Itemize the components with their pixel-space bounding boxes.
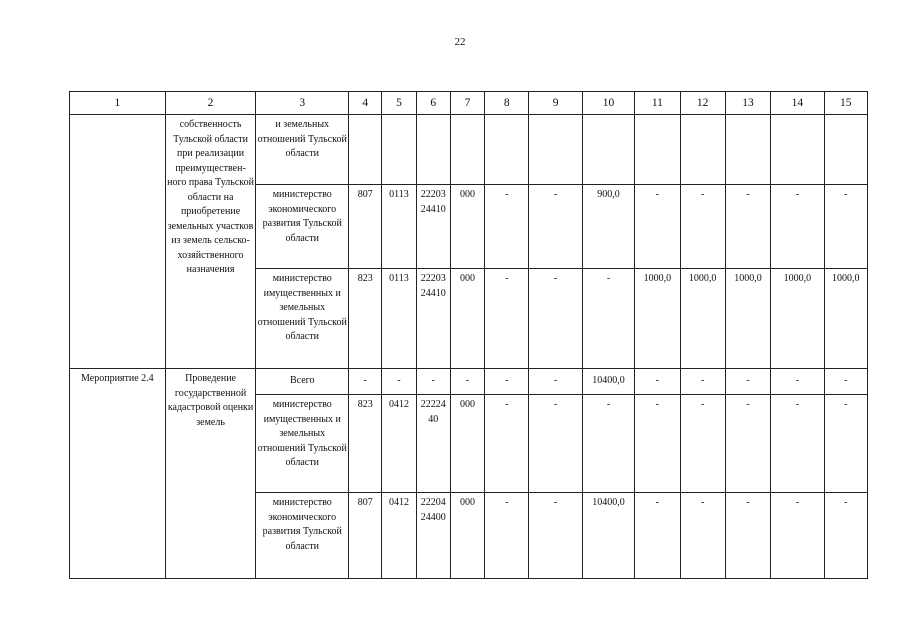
value-cell: - (529, 185, 582, 269)
kbk-cell: 0113 (382, 269, 416, 369)
header-row (70, 92, 868, 115)
executor-cell: министерство имущественных и земельных отношений Тульской области (256, 269, 349, 369)
measure-name-cell: собственность Тульской области при реализации преимуществен-ного права Тульской области на приобретение земельных участков из земель сельско-хозяйственного назначения (165, 115, 256, 369)
kbk-cell: 000 (450, 185, 484, 269)
measure-name-cell: Проведение государственной кадастровой оценки земель (165, 369, 256, 579)
value-cell: - (529, 493, 582, 579)
kbk-cell: 0113 (382, 185, 416, 269)
value-cell: - (485, 269, 529, 369)
value-cell: - (725, 185, 770, 269)
value-cell: - (529, 395, 582, 493)
header-cell: 9 (529, 92, 582, 115)
value-cell: - (485, 493, 529, 579)
value-cell: - (680, 185, 725, 269)
value-cell: - (485, 395, 529, 493)
kbk-cell: - (450, 369, 484, 395)
value-cell: 1000,0 (824, 269, 867, 369)
value-cell: - (635, 395, 680, 493)
measure-label-cell (70, 115, 166, 369)
kbk-cell: 823 (349, 269, 382, 369)
value-cell: - (824, 185, 867, 269)
kbk-cell: 22204 24400 (416, 493, 450, 579)
value-cell: - (824, 493, 867, 579)
kbk-cell: 807 (349, 493, 382, 579)
value-cell: 1000,0 (771, 269, 824, 369)
header-cell: 10 (582, 92, 634, 115)
kbk-cell: 0412 (382, 395, 416, 493)
value-cell: - (635, 185, 680, 269)
value-cell: 1000,0 (635, 269, 680, 369)
value-cell: - (529, 269, 582, 369)
value-cell: - (771, 395, 824, 493)
header-cell: 12 (680, 92, 725, 115)
header-cell: 6 (416, 92, 450, 115)
value-cell: - (485, 185, 529, 269)
value-cell: - (635, 493, 680, 579)
value-cell: 10400,0 (582, 369, 634, 395)
header-cell: 3 (256, 92, 349, 115)
kbk-cell: 823 (349, 395, 382, 493)
header-cell: 4 (349, 92, 382, 115)
kbk-cell: 22203 24410 (416, 269, 450, 369)
value-cell: - (725, 369, 770, 395)
header-cell: 14 (771, 92, 824, 115)
value-cell: - (771, 493, 824, 579)
value-cell: - (824, 369, 867, 395)
value-cell: - (725, 493, 770, 579)
value-cell: - (771, 369, 824, 395)
value-cell: - (529, 369, 582, 395)
kbk-cell: - (349, 369, 382, 395)
measure-label-cell: Мероприятие 2.4 (70, 369, 166, 579)
executor-cell: министерство экономического развития Тульской области (256, 493, 349, 579)
executor-cell: и земельных отношений Тульской области (256, 115, 349, 185)
header-cell: 15 (824, 92, 867, 115)
kbk-cell: 807 (349, 185, 382, 269)
value-cell: 1000,0 (725, 269, 770, 369)
value-cell: - (635, 369, 680, 395)
kbk-cell: 22203 24410 (416, 185, 450, 269)
value-cell: - (582, 395, 634, 493)
header-cell: 1 (70, 92, 166, 115)
table-row (70, 115, 868, 185)
budget-table (69, 91, 868, 579)
header-cell: 2 (165, 92, 256, 115)
kbk-cell: 22224 40 (416, 395, 450, 493)
value-cell: - (680, 369, 725, 395)
kbk-cell: - (382, 369, 416, 395)
value-cell: - (582, 269, 634, 369)
value-cell: 1000,0 (680, 269, 725, 369)
kbk-cell: 000 (450, 493, 484, 579)
value-cell: 900,0 (582, 185, 634, 269)
value-cell: - (824, 395, 867, 493)
kbk-cell: 000 (450, 395, 484, 493)
executor-cell: министерство экономического развития Тульской области (256, 185, 349, 269)
table-row (70, 369, 868, 395)
kbk-cell: 000 (450, 269, 484, 369)
value-cell: - (485, 369, 529, 395)
header-cell: 11 (635, 92, 680, 115)
value-cell: - (680, 395, 725, 493)
header-cell: 8 (485, 92, 529, 115)
header-cell: 13 (725, 92, 770, 115)
executor-cell: министерство имущественных и земельных отношений Тульской области (256, 395, 349, 493)
value-cell: 10400,0 (582, 493, 634, 579)
kbk-cell: - (416, 369, 450, 395)
executor-cell: Всего (256, 369, 349, 395)
page-number: 22 (454, 36, 466, 48)
value-cell: - (771, 185, 824, 269)
value-cell: - (725, 395, 770, 493)
header-cell: 7 (450, 92, 484, 115)
value-cell: - (680, 493, 725, 579)
header-cell: 5 (382, 92, 416, 115)
kbk-cell: 0412 (382, 493, 416, 579)
